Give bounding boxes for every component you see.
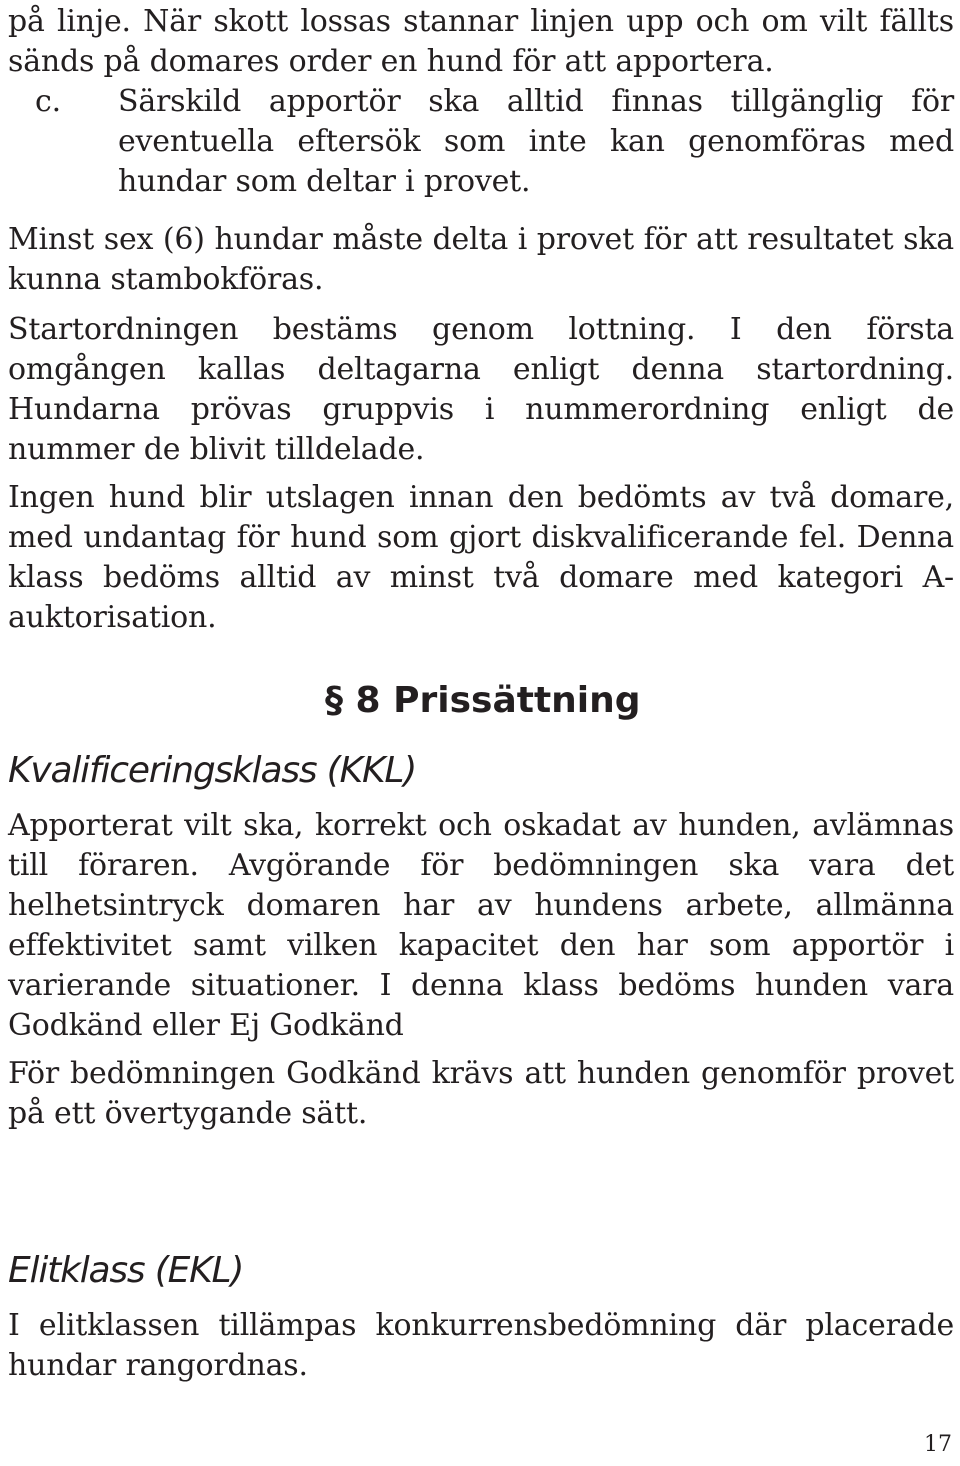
list-item-c <box>8 82 954 202</box>
paragraph-start-order: Startordningen bestäms genom lottning. I den första omgången kallas deltagarna enligt denna startordning. Hundarna prövas gruppvis i nummerordning enligt de nummer de blivit tilldelade. <box>8 312 954 467</box>
kkl-paragraph-2: För bedömningen Godkänd krävs att hunden genomför provet på ett övertygande sätt. <box>8 1056 954 1131</box>
ekl-paragraph: I elitklassen tillämpas konkurrensbedömning där placerade hundar rangordnas. <box>8 1308 954 1383</box>
page-number: 17 <box>924 1432 952 1457</box>
paragraph-minimum-dogs: Minst sex (6) hundar måste delta i provet för att resultatet ska kunna stambokföras. <box>8 222 954 297</box>
kkl-paragraph-1: Apporterat vilt ska, korrekt och oskadat av hunden, avlämnas till föraren. Avgörande för bedömningen ska vara det helhetsintryck domaren har av hundens arbete, allmänna effektivitet samt vilken kapacitet den har som apportör i varierande situationer. I denna klass bedöms hunden vara Godkänd eller Ej Godkänd <box>8 808 954 1043</box>
paragraph-line-start: på linje. När skott lossas stannar linjen upp och om vilt fällts sänds på domares order en hund för att apportera. <box>8 4 954 79</box>
section-heading: § 8 Prissättning <box>325 680 641 721</box>
list-item-text: Särskild apportör ska alltid finnas tillgänglig för eventuella eftersök som inte kan genomföras med hundar som deltar i provet. <box>118 84 954 199</box>
ekl-heading: Elitklass (EKL) <box>8 1250 244 1291</box>
list-marker: c. <box>35 84 61 119</box>
paragraph-judging: Ingen hund blir utslagen innan den bedömts av två domare, med undantag för hund som gjort diskvalificerande fel. Denna klass bedöms alltid av minst två domare med kategori A-auktorisation. <box>8 480 954 635</box>
kkl-heading: Kvalificeringsklass (KKL) <box>8 750 417 791</box>
